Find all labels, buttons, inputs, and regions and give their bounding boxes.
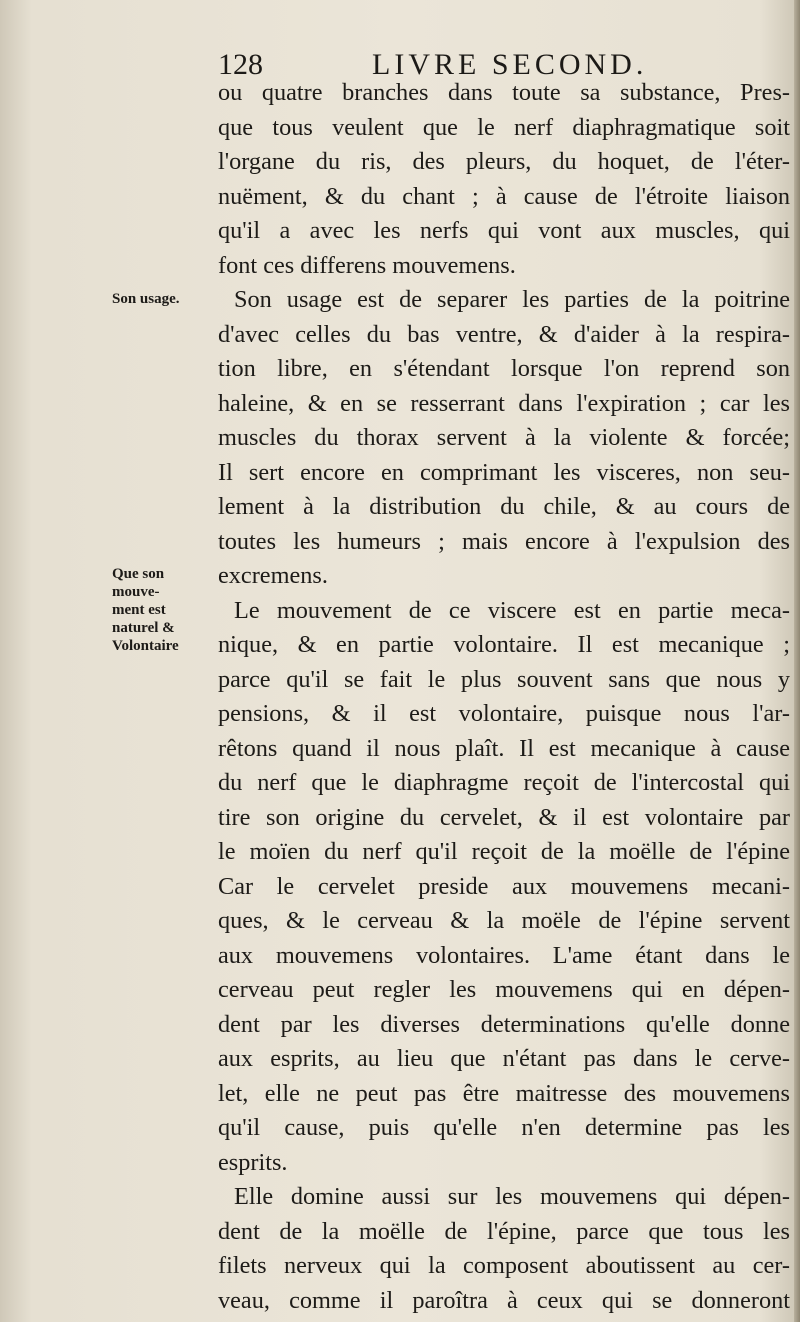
margin-note-line: Son usage.	[112, 291, 180, 307]
text-line: l'organe du ris, des pleurs, du hoquet, de l'éter-	[218, 148, 790, 175]
text-line: let, elle ne peut pas être maitresse des mouvemens	[218, 1079, 790, 1107]
text-line: esprits.	[218, 1148, 288, 1176]
margin-note-line: naturel &	[112, 620, 175, 636]
text-line: d'avec celles du bas ventre, & d'aider à la respira-	[218, 320, 790, 348]
text-line: veau, comme il paroîtra à ceux qui se donneront	[218, 1286, 790, 1314]
text-line: aux mouvemens volontaires. L'ame étant dans le	[218, 941, 790, 969]
page-number: 128	[218, 48, 263, 81]
text-line: filets nerveux qui la composent aboutissent au cer-	[218, 1252, 790, 1279]
body-text	[218, 76, 790, 1318]
text-line: Elle domine aussi sur les mouvemens qui dépen-	[234, 1183, 790, 1210]
text-line: haleine, & en se resserrant dans l'expiration ; car les	[218, 389, 790, 417]
text-line: toutes les humeurs ; mais encore à l'expulsion des	[218, 527, 790, 555]
text-line: nuëment, & du chant ; à cause de l'étroite liaison	[218, 182, 790, 210]
margin-note-movement	[112, 565, 210, 655]
margin-note-line: Volontaire	[112, 638, 179, 654]
text-line: font ces differens mouvemens.	[218, 251, 516, 279]
margin-note-line: mouve-	[112, 584, 160, 600]
text-line: Il sert encore en comprimant les visceres, non seu-	[218, 458, 790, 486]
text-line: excremens.	[218, 562, 328, 589]
text-line: ou quatre branches dans toute sa substance, Pres-	[218, 79, 790, 106]
text-line: ques, & le cerveau & la moële de l'épine servent	[218, 907, 790, 934]
text-line: tire son origine du cervelet, & il est volontaire par	[218, 803, 790, 831]
text-line: Son usage est de separer les parties de la poitrine	[234, 286, 790, 313]
text-line: que tous veulent que le nerf diaphragmatique soit	[218, 113, 790, 141]
text-line: pensions, & il est volontaire, puisque nous l'ar-	[218, 700, 790, 727]
text-line: aux esprits, au lieu que n'étant pas dans le cerve-	[218, 1045, 790, 1072]
text-line: du nerf que le diaphragme reçoit de l'intercostal qui	[218, 769, 790, 796]
page-edge-shadow	[794, 0, 800, 1322]
text-line: nique, & en partie volontaire. Il est mecanique ;	[218, 631, 790, 658]
running-title: LIVRE SECOND.	[372, 48, 648, 81]
text-line: qu'il a avec les nerfs qui vont aux muscles, qui	[218, 217, 790, 244]
text-line: qu'il cause, puis qu'elle n'en determine pas les	[218, 1114, 790, 1141]
margin-note-usage	[112, 290, 210, 308]
text-line: tion libre, en s'étendant lorsque l'on reprend son	[218, 355, 790, 382]
margin-note-line: Que son	[112, 566, 165, 582]
text-line: Car le cervelet preside aux mouvemens mecani-	[218, 872, 790, 900]
text-line: dent par les diverses determinations qu'elle donne	[218, 1010, 790, 1038]
margin-note-line: ment est	[112, 602, 166, 618]
text-line: Le mouvement de ce viscere est en partie meca-	[234, 596, 790, 624]
text-line: dent de la moëlle de l'épine, parce que tous les	[218, 1217, 790, 1245]
text-line: le moïen du nerf qu'il reçoit de la moëlle de l'épine	[218, 838, 790, 865]
text-line: cerveau peut regler les mouvemens qui en dépen-	[218, 976, 790, 1003]
text-line: parce qu'il se fait le plus souvent sans que nous y	[218, 665, 790, 693]
text-line: lement à la distribution du chile, & au cours de	[218, 493, 790, 520]
text-line: muscles du thorax servent à la violente & forcée;	[218, 424, 790, 451]
text-line: rêtons quand il nous plaît. Il est mecanique à cause	[218, 734, 790, 762]
